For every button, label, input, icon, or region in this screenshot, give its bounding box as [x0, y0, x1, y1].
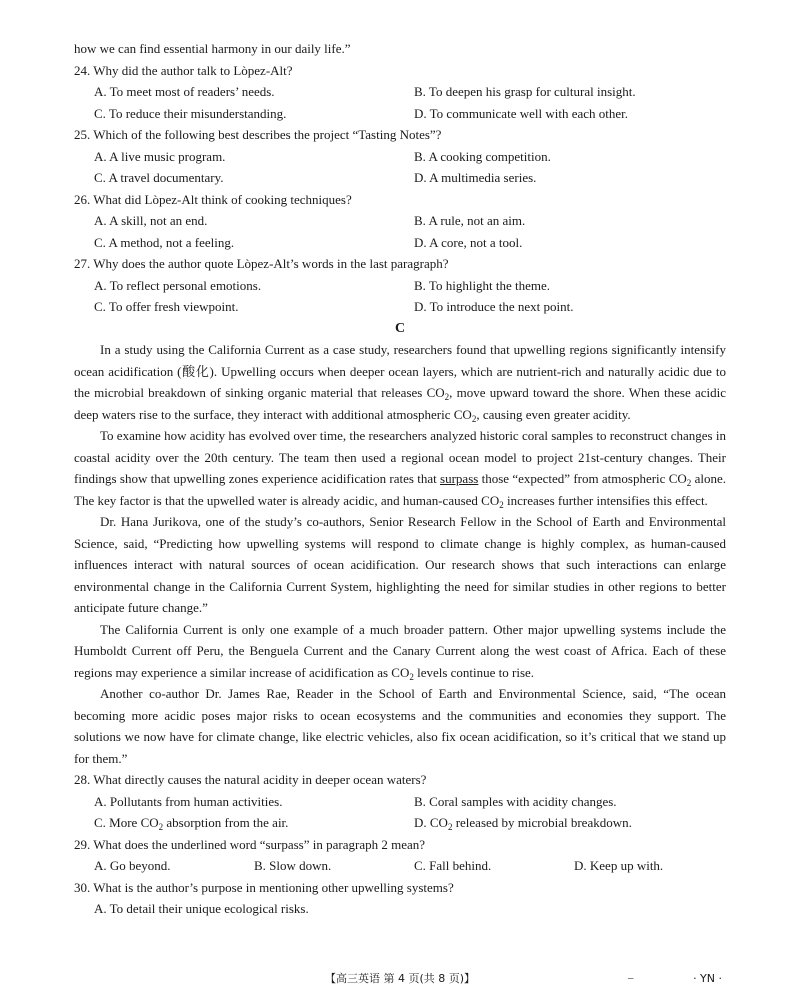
question-25	[74, 124, 726, 189]
option-a: A. To reflect personal emotions.	[94, 277, 262, 293]
question-27	[74, 253, 726, 318]
option-d: D. Keep up with.	[574, 858, 664, 873]
option-d: D. A core, not a tool.	[414, 234, 523, 250]
option-d: D. To introduce the next point.	[414, 299, 574, 314]
intro-line: how we can find essential harmony in our daily life.”	[74, 41, 351, 56]
question-26	[74, 189, 726, 254]
passage-paragraph-2: To examine how acidity has evolved over time, the researchers analyzed historic coral samples to reconstruct changes in coastal acidity over the 20th century. The team then used a regional ocean model to project 21st-century changes. Their findings show that upwelling zones experience acidification rates that surpass those “expected” from atmospheric $CO_2$ alone. The key factor is that the upwelled water is already acidic, and human-caused $CO_2$ increases further intensifies this effect.	[74, 428, 726, 510]
option-a: A. Go beyond.	[94, 858, 171, 873]
question-stem: 29. What does the underlined word “surpass” in paragraph 2 mean?	[74, 836, 426, 852]
underlined-word: surpass	[440, 471, 479, 486]
option-a: A. A live music program.	[94, 148, 226, 164]
question-stem: 24. Why did the author talk to Lòpez-Alt?	[74, 62, 293, 78]
document-page	[74, 38, 726, 920]
option-c: C. A travel documentary.	[94, 170, 224, 185]
option-b: B. A rule, not an aim.	[414, 213, 526, 228]
option-b: B. A cooking competition.	[414, 148, 551, 164]
section-heading: C	[394, 320, 406, 336]
question-stem: 26. What did Lòpez-Alt think of cooking techniques?	[74, 191, 352, 207]
option-c: C. To reduce their misunderstanding.	[94, 105, 287, 121]
option-b: B. Coral samples with acidity changes.	[414, 793, 617, 809]
page-footer: 【高三英语 第 4 页(共 8 页)】	[324, 972, 476, 985]
question-30	[74, 877, 726, 920]
question-stem: 27. Why does the author quote Lòpez-Alt’s words in the last paragraph?	[74, 256, 449, 271]
passage-paragraph-3: Dr. Hana Jurikova, one of the study’s co-authors, Senior Research Fellow in the School of Earth and Environmental Science, said, “Predicting how upwelling systems will respond to climate change is highly complex, as human-caused influences interact with natural sources of ocean acidification. Our research shows that such interactions can enlarge environmental change in the California Current System, highlighting the need for similar studies in other regions to better anticipate future change.”	[74, 514, 726, 615]
passage-paragraph-1: In a study using the California Current as a case study, researchers found that upwelling regions significantly intensify ocean acidification (酸化). Upwelling occurs when deeper ocean layers, which are nutrient-rich and naturally acidic due to the microbial breakdown of sinking organic material that releases $CO_2$, move upward toward the shore. When these acidic deep waters rise to the surface, they interact with additional atmospheric $CO_2$, causing even greater acidity.	[74, 342, 727, 424]
option-a: A. A skill, not an end.	[94, 213, 208, 228]
passage-paragraph-4: The California Current is only one example of a much broader pattern. Other major upwelling systems include the Humboldt Current off Peru, the Benguela Current and the Canary Current along the west coast of Africa. Each of these regions may experience a similar increase of acidification as $CO_2$ levels continue to rise.	[74, 621, 726, 682]
option-a: A. Pollutants from human activities.	[94, 793, 283, 809]
question-29	[74, 834, 726, 877]
option-b: B. To highlight the theme.	[414, 277, 551, 293]
option-c: C. More $CO_2$ absorption from the air.	[94, 815, 289, 832]
question-stem: 28. What directly causes the natural acidity in deeper ocean waters?	[74, 772, 427, 787]
passage-paragraph-5: Another co-author Dr. James Rae, Reader in the School of Earth and Environmental Science, said, “The ocean becoming more acidic poses major risks to ocean ecosystems and the communities and economies they support. The solutions we now have for climate change, like electric vehicles, also fix ocean acidification, so it’s critical that we stand up for them.”	[74, 686, 726, 766]
question-24	[74, 60, 726, 125]
option-b: B. Slow down.	[254, 858, 332, 873]
option-d: D. $CO_2$ released by microbial breakdown.	[414, 815, 632, 832]
option-c: C. A method, not a feeling.	[94, 234, 235, 250]
question-28	[74, 769, 726, 834]
footer-mark: –	[628, 972, 634, 984]
question-stem: 25. Which of the following best describes the project “Tasting Notes”?	[74, 127, 442, 142]
option-d: D. To communicate well with each other.	[414, 105, 629, 121]
option-d: D. A multimedia series.	[414, 170, 537, 185]
option-c: C. Fall behind.	[414, 858, 492, 873]
option-a: A. To meet most of readers’ needs.	[94, 84, 275, 99]
option-c: C. To offer fresh viewpoint.	[94, 299, 239, 314]
option-a: A. To detail their unique ecological risks.	[94, 901, 309, 916]
footer-code: · YN ·	[693, 972, 722, 985]
question-stem: 30. What is the author’s purpose in mentioning other upwelling systems?	[74, 879, 454, 895]
option-b: B. To deepen his grasp for cultural insight.	[414, 84, 636, 99]
